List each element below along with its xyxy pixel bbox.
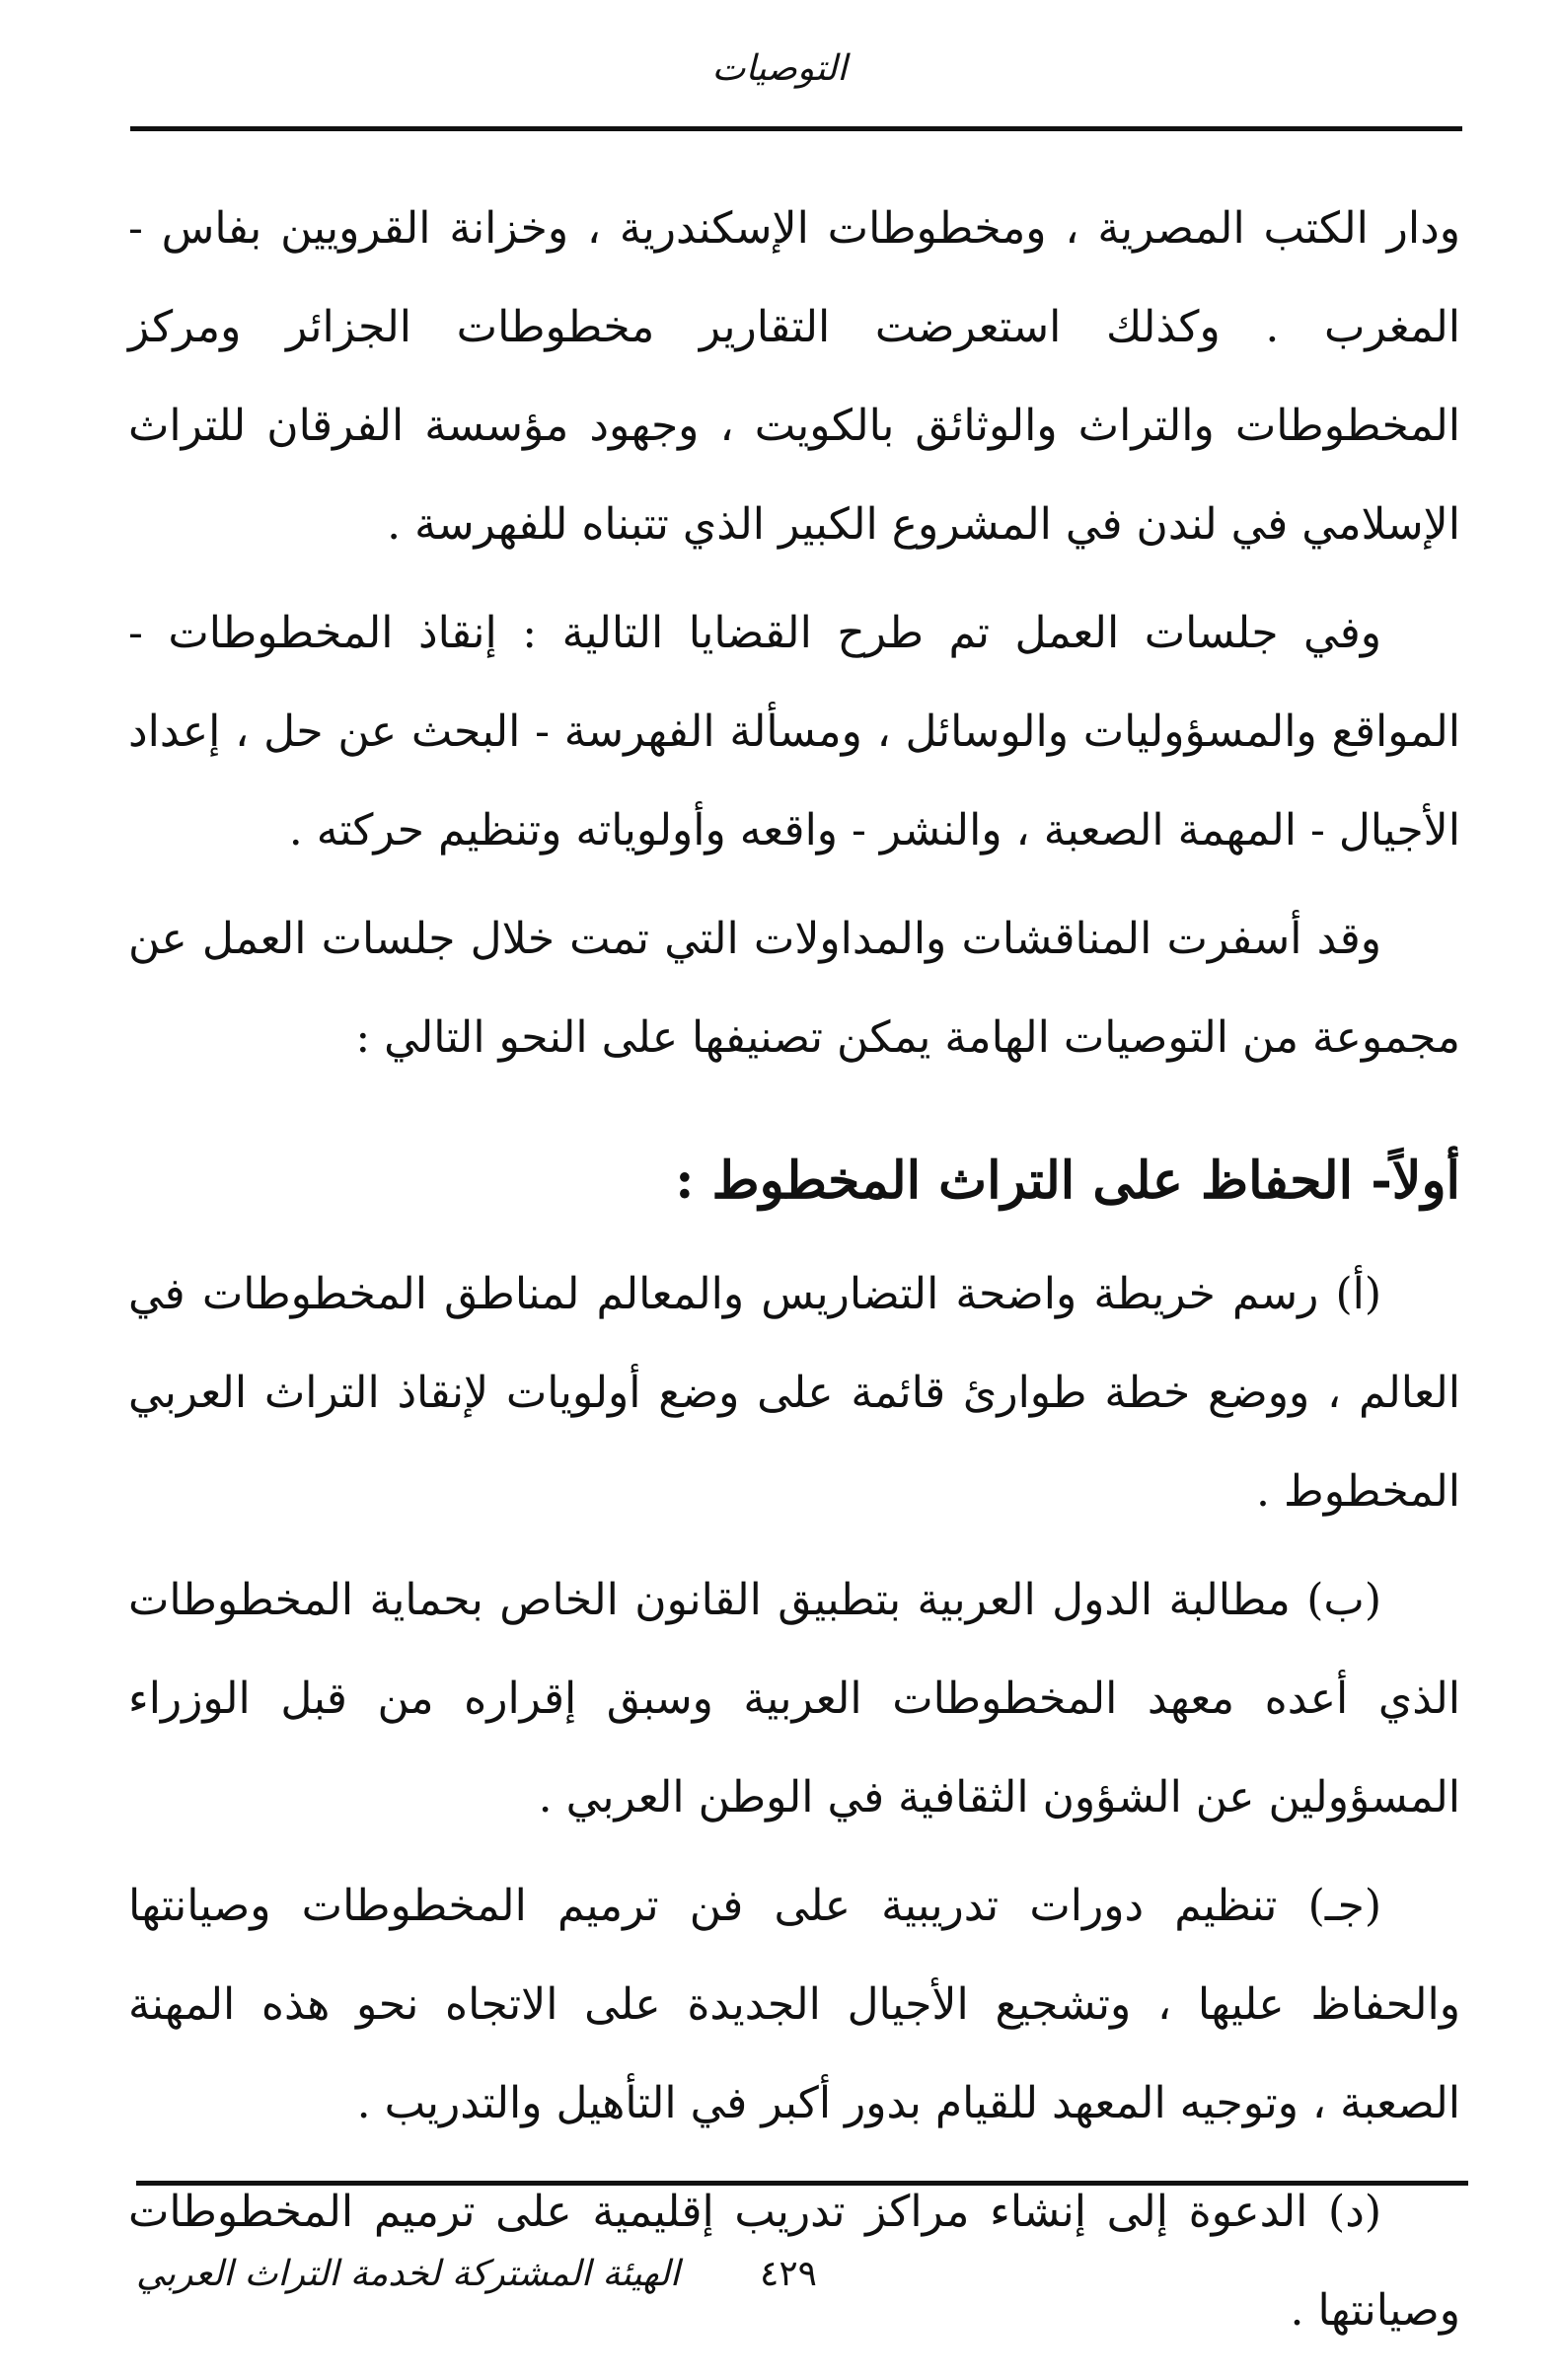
- paragraph-recommendations-intro: وقد أسفرت المناقشات والمداولات التي تمت خلال جلسات العمل عن مجموعة من التوصيات الهامة يمكن تصنيفها على النحو التالي :: [128, 914, 1460, 1063]
- running-header-title: التوصيات: [711, 48, 848, 89]
- page-number: ٤٢٩: [760, 2254, 818, 2294]
- section-heading: أولاً- الحفاظ على التراث المخطوط :: [675, 1151, 1460, 1211]
- recommendation-item-b: (ب) مطالبة الدول العربية بتطبيق القانون الخاص بحماية المخطوطات الذي أعده معهد المخطوطات العربية وسبق إقراره من قبل الوزراء المسؤولين عن الشؤون الثقافية في الوطن العربي .: [128, 1575, 1460, 1822]
- header-rule: [130, 126, 1462, 131]
- footer-organization: الهيئة المشتركة لخدمة التراث العربي: [136, 2254, 680, 2294]
- recommendation-item-a: (أ) رسم خريطة واضحة التضاريس والمعالم لمناطق المخطوطات في العالم ، ووضع خطة طوارئ قائمة على وضع أولويات لإنقاذ التراث العربي المخطوط .: [128, 1269, 1460, 1517]
- footer-rule: [136, 2181, 1468, 2186]
- page-body: [128, 180, 1460, 2360]
- paragraph-archives: ودار الكتب المصرية ، ومخطوطات الإسكندرية ، وخزانة القرويين بفاس - المغرب . وكذلك استعرضت التقارير مخطوطات الجزائر ومركز المخطوطات والتراث والوثائق بالكويت ، وجهود مؤسسة الفرقان للتراث الإسلامي في لندن في المشروع الكبير الذي تتبناه للفهرسة .: [128, 203, 1460, 550]
- recommendation-item-c: (جـ) تنظيم دورات تدريبية على فن ترميم المخطوطات وصيانتها والحفاظ عليها ، وتشجيع الأجيال الجديدة على الاتجاه نحو هذه المهنة الصعبة ، وتوجيه المعهد للقيام بدور أكبر في التأهيل والتدريب .: [128, 1881, 1460, 2128]
- recommendation-item-d: (د) الدعوة إلى إنشاء مراكز تدريب إقليمية على ترميم المخطوطات وصيانتها .: [128, 2187, 1460, 2336]
- paragraph-sessions: وفي جلسات العمل تم طرح القضايا التالية : إنقاذ المخطوطات - المواقع والمسؤوليات والوسائل ، ومسألة الفهرسة - البحث عن حل ، إعداد الأجيال - المهمة الصعبة ، والنشر - واقعه وأولوياته وتنظيم حركته .: [128, 608, 1460, 855]
- page-footer: [0, 2240, 1559, 2319]
